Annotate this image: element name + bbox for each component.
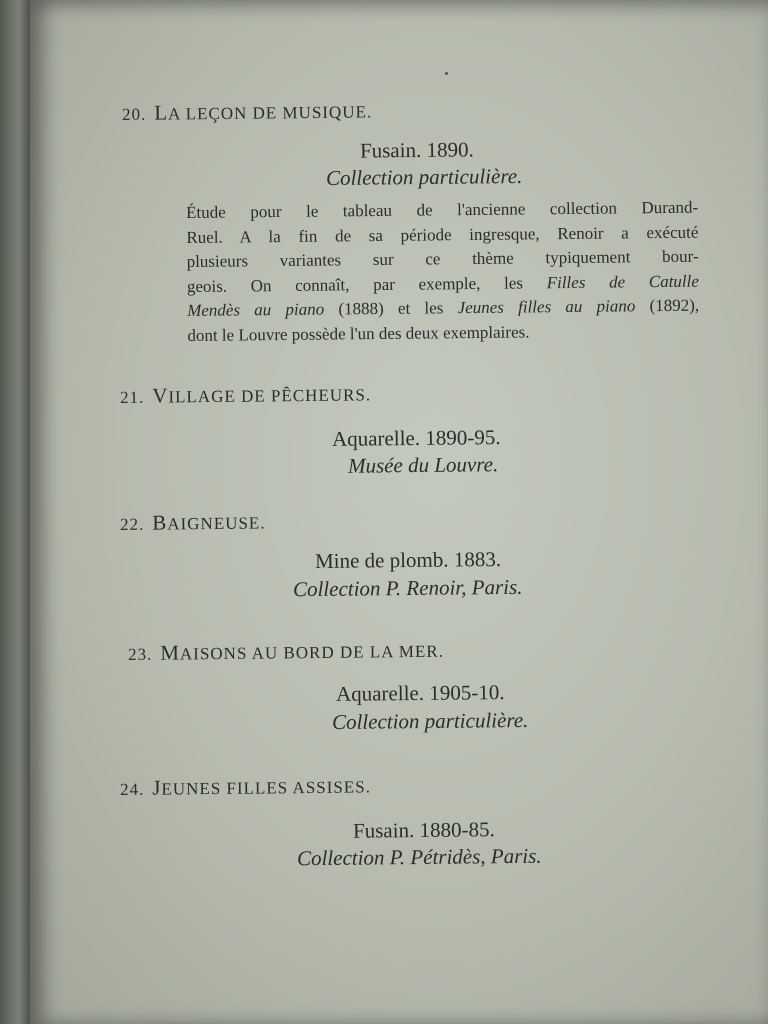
note-italic-title: Mendès au piano [187,299,325,320]
entry-24-title [120,773,371,801]
title-initial: J [152,775,162,800]
entry-23-title [128,638,444,666]
entry-number: 23. [127,644,153,664]
entry-20-medium: Fusain. 1890. [359,137,474,163]
entry-22-medium: Mine de plomb. 1883. [314,547,502,573]
entry-22-collection: Collection P. Renoir, Paris. [292,574,523,602]
note-italic-title: Jeunes filles au piano [457,296,636,318]
entry-21-title [120,381,371,409]
title-text: A LEÇON DE MUSIQUE. [167,102,373,124]
entry-number: 24. [119,779,145,799]
entry-20-notes [186,196,700,348]
note-line: Ruel. A la fin de sa période ingresque, Renoir a exécuté [186,222,699,247]
entry-20-title [122,98,372,126]
title-initial: B [152,510,168,535]
title-initial: L [154,100,169,125]
entry-24-collection: Collection P. Pétridès, Paris. [296,843,542,871]
title-initial: M [160,640,181,665]
entry-20-collection: Collection particulière. [325,163,523,191]
note-line: plusieurs variantes sur ce thème typiquement bour- [186,246,699,271]
note-text: (1888) et les [324,298,458,319]
entry-22-title [120,509,266,536]
title-text: AIGNEUSE. [167,513,266,534]
note-line: dont le Louvre possède l'un des deux exemplaires. [187,321,530,345]
entry-21-medium: Aquarelle. 1890-95. [331,425,501,451]
entry-number: 20. [121,104,147,124]
entry-number: 21. [119,387,145,407]
note-line: Étude pour le tableau de l'ancienne collection Durand- [186,197,699,222]
book-spine-edge [0,0,34,1024]
title-text: EUNES FILLES ASSISES. [161,777,371,799]
book-page [30,0,768,1024]
entry-24-medium: Fusain. 1880-85. [352,817,495,843]
note-italic-title: Filles de Catulle [546,271,699,292]
note-text: (1892), [635,295,700,316]
note-text: geois. On connaît, par exemple, les [186,272,547,296]
title-text: AISONS AU BORD DE LA MER. [179,641,445,664]
entry-23-collection: Collection particulière. [331,707,529,735]
entry-number: 22. [119,514,145,534]
title-text: ILLAGE DE PÊCHEURS. [168,385,372,407]
paper-speck [445,72,448,75]
entry-21-collection: Musée du Louvre. [347,452,499,478]
title-initial: V [152,383,169,408]
entry-23-medium: Aquarelle. 1905-10. [335,680,505,706]
